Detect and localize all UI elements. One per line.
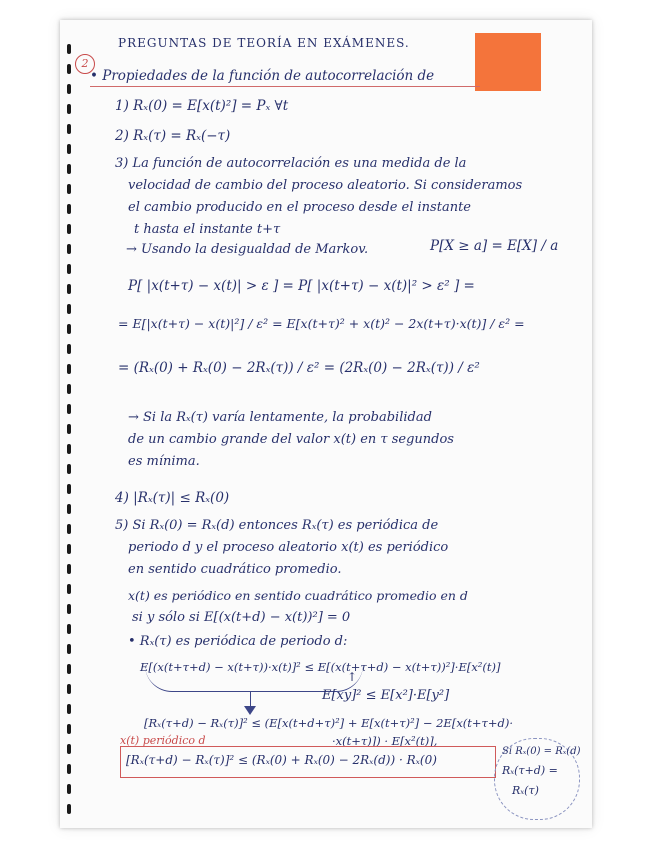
property-5-line-4: x(t) es periódico en sentido cuadrático promedio en d	[128, 588, 468, 603]
equation-3: = (Rₓ(0) + Rₓ(0) − 2Rₓ(τ)) / ε² = (2Rₓ(0) − 2Rₓ(τ)) / ε²	[118, 360, 480, 376]
title-underline	[90, 86, 480, 87]
up-arrow-icon: ↑	[347, 670, 358, 684]
property-3-line-4: t hasta el instante t+τ	[134, 222, 281, 237]
equation-1: P[ |x(t+τ) − x(t)| > ε ] = P[ |x(t+τ) − x(t)|² > ε² ] =	[128, 278, 475, 294]
bound-equation-line-1: [Rₓ(τ+d) − Rₓ(τ)]² ≤ (E[x(t+d+τ)²] + E[x(t+τ)²] − 2E[x(t+τ+d)·	[144, 716, 514, 730]
equation-2: = E[|x(t+τ) − x(t)|²] / ε² = E[x(t+τ)² + x(t)² − 2x(t+τ)·x(t)] / ε² =	[118, 316, 525, 331]
side-note-line-2: Rₓ(τ+d) =	[502, 764, 558, 777]
side-note-line-1: Si Rₓ(0) = Rₓ(d)	[502, 746, 581, 757]
property-3-line-3: el cambio producido en el proceso desde el instante	[128, 200, 471, 215]
conclusion-line-1: → Si la Rₓ(τ) varía lentamente, la probabilidad	[128, 410, 432, 425]
bound-equation-line-2: ·x(t+τ)]) · E[x²(t)],	[332, 734, 438, 748]
markov-formula: P[X ≥ a] = E[X] / a	[430, 238, 559, 254]
property-3-line-2: velocidad de cambio del proceso aleatorio. Si consideramos	[128, 178, 523, 193]
property-1: 1) Rₓ(0) = E[x(t)²] = Pₓ ∀t	[115, 98, 289, 114]
property-5-line-6: • Rₓ(τ) es periódica de periodo d:	[128, 634, 348, 649]
property-5-line-1: 5) Si Rₓ(0) = Rₓ(d) entonces Rₓ(τ) es periódica de	[115, 518, 439, 533]
property-5-line-5: si y sólo si E[(x(t+d) − x(t))²] = 0	[132, 610, 351, 625]
property-2: 2) Rₓ(τ) = Rₓ(−τ)	[115, 128, 231, 144]
sticky-note	[475, 33, 541, 91]
markov-note: → Usando la desigualdad de Markov.	[126, 242, 369, 257]
property-5-line-2: periodo d y el proceso aleatorio x(t) es periódico	[128, 540, 449, 555]
property-4: 4) |Rₓ(τ)| ≤ Rₓ(0)	[115, 490, 230, 506]
section-number-badge: 2	[75, 54, 95, 74]
schwarz-general: E[xy]² ≤ E[x²]·E[y²]	[322, 688, 450, 703]
property-3-line-1: 3) La función de autocorrelación es una medida de la	[115, 156, 467, 171]
cauchy-schwarz-inequality: E[(x(t+τ+d) − x(t+τ))·x(t)]² ≤ E[(x(t+τ+d) − x(t+τ))²]·E[x²(t)]	[140, 660, 501, 674]
conclusion-line-3: es mínima.	[128, 454, 200, 469]
final-result: [Rₓ(τ+d) − Rₓ(τ)]² ≤ (Rₓ(0) + Rₓ(0) − 2Rₓ(d)) · Rₓ(0)	[126, 753, 437, 767]
notebook-page	[60, 20, 592, 828]
down-arrow-head-icon	[244, 706, 256, 715]
property-5-line-3: en sentido cuadrático promedio.	[128, 562, 342, 577]
red-annotation: x(t) periódico d	[120, 734, 206, 747]
page-header: PREGUNTAS DE TEORÍA EN EXÁMENES.	[118, 36, 410, 50]
conclusion-line-2: de un cambio grande del valor x(t) en τ segundos	[128, 432, 454, 447]
side-note-line-3: Rₓ(τ)	[512, 784, 539, 797]
section-title: • Propiedades de la función de autocorrelación de	[90, 68, 435, 84]
